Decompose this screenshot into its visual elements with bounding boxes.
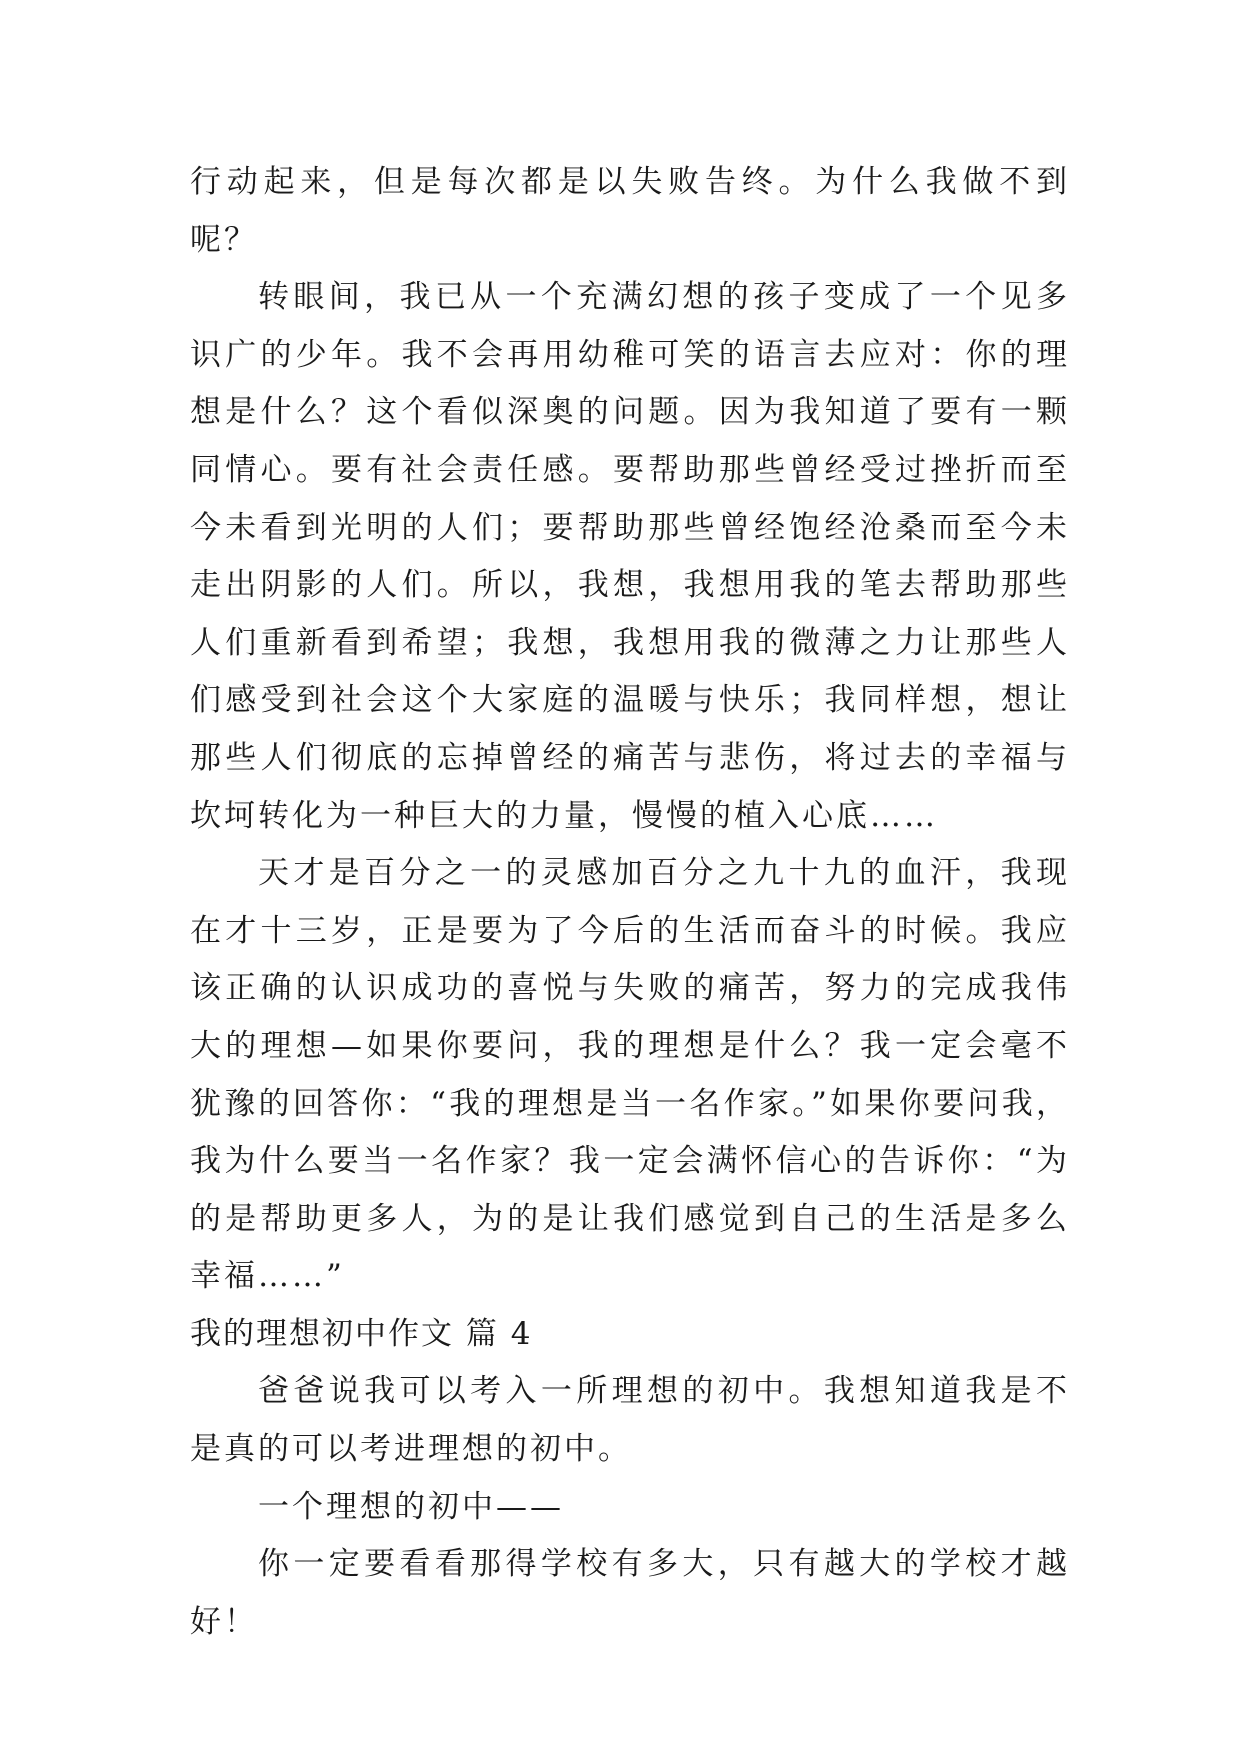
paragraph-school-size: 你一定要看看那得学校有多大，只有越大的学校才越好！ [190,1546,1070,1640]
section-heading: 我的理想初中作文 篇 4 [190,1315,533,1352]
paragraph-continuation: 行动起来，但是每次都是以失败告终。为什么我做不到呢？ [190,164,1070,258]
paragraph-ideal-school: 一个理想的初中—— [258,1488,564,1525]
paragraph-ideal-reflection: 转眼间，我已从一个充满幻想的孩子变成了一个见多识广的少年。我不会再用幼稚可笑的语言去应对：你的理想是什么？这个看似深奥的问题。因为我知道了要有一颗同情心。要有社会责任感。要帮助那些曾经受过挫折而至今未看到光明的人们；要帮助那些曾经饱经沧桑而至今未走出阴影的人们。所以，我想，我想用我的笔去帮助那些人们重新看到希望；我想，我想用我的微薄之力让那些人们感受到社会这个大家庭的温暖与快乐；我同样想，想让那些人们彻底的忘掉曾经的痛苦与悲伤，将过去的幸福与坎坷转化为一种巨大的力量，慢慢的植入心底…… [190,279,1070,834]
document-body [190,154,1070,1651]
paragraph-genius-writer: 天才是百分之一的灵感加百分之九十九的血汗，我现在才十三岁，正是要为了今后的生活而奋斗的时候。我应该正确的认识成功的喜悦与失败的痛苦，努力的完成我伟大的理想—如果你要问，我的理想是什么？我一定会毫不犹豫的回答你：“我的理想是当一名作家。”如果你要问我，我为什么要当一名作家？我一定会满怀信心的告诉你：“为的是帮助更多人，为的是让我们感觉到自己的生活是多么幸福……” [190,855,1070,1295]
paragraph-dad-says: 爸爸说我可以考入一所理想的初中。我想知道我是不是真的可以考进理想的初中。 [190,1373,1070,1468]
